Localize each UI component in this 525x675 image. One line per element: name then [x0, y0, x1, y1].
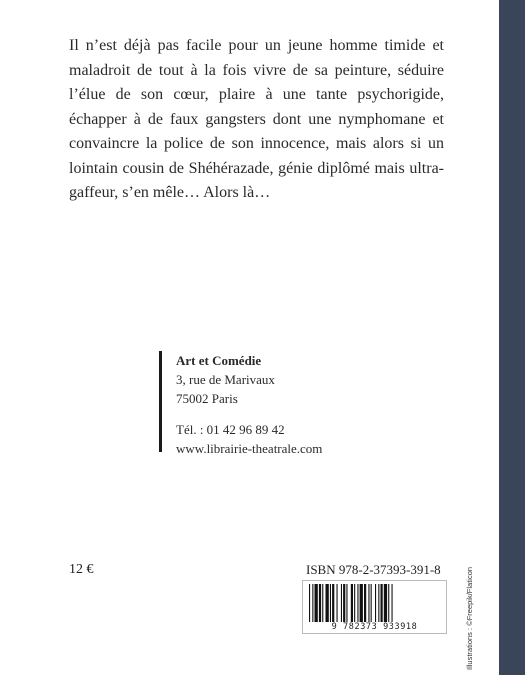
- barcode-bar: [332, 584, 334, 622]
- barcode-bar: [312, 584, 313, 622]
- publisher-block: [159, 351, 323, 456]
- barcode-bar: [392, 584, 393, 622]
- barcode-bar: [315, 584, 318, 622]
- publisher-address-city: 75002 Paris: [176, 391, 238, 406]
- barcode-bar: [388, 584, 389, 622]
- barcode-bar: [371, 584, 372, 622]
- barcode-bar: [309, 584, 310, 622]
- barcode-bar: [357, 584, 358, 622]
- barcode-bar: [326, 584, 329, 622]
- publisher-website: www.librairie-theatrale.com: [176, 441, 323, 456]
- price: 12 €: [69, 562, 94, 577]
- barcode-bar: [322, 584, 323, 622]
- publisher-name: Art et Comédie: [176, 353, 262, 368]
- barcode-bar: [378, 584, 379, 622]
- barcode-bar: [381, 584, 383, 622]
- publisher-phone: Tél. : 01 42 96 89 42: [176, 422, 285, 437]
- barcode-bar: [375, 584, 376, 622]
- barcode-bar: [364, 584, 366, 622]
- barcode-bar: [351, 584, 353, 622]
- barcode: [302, 580, 447, 634]
- barcode-bar: [368, 584, 369, 622]
- barcode-bar: [360, 584, 363, 622]
- barcode-digits: 9 782373 933918: [307, 622, 442, 633]
- illustration-credit: Illustrations : ©Freepik/Flaticon: [465, 566, 474, 670]
- barcode-bar: [343, 584, 345, 622]
- barcode-bar: [384, 584, 387, 622]
- barcode-bar: [319, 584, 321, 622]
- barcode-bar: [330, 584, 331, 622]
- publisher-address-street: 3, rue de Marivaux: [176, 372, 275, 387]
- back-cover-blurb: Il n’est déjà pas facile pour un jeune homme timide et maladroit de tout à la fois vivre de sa peinture, séduire l’élue de son cœur, plaire à une tante psychorigide, échapper à de faux gangsters dont une nymphomane et convaincre la police de son innocence, mais alors si un lointain cousin de Shéhérazade, génie diplômé mais ultra-gaffeur, s’en mêle… Alors là…: [69, 37, 444, 201]
- isbn: ISBN 978-2-37393-391-8: [306, 562, 441, 577]
- barcode-bar: [337, 584, 338, 622]
- spine-strip: [499, 0, 525, 675]
- barcode-bar: [341, 584, 342, 622]
- publisher-spacer: [176, 408, 322, 420]
- barcode-bar: [354, 584, 355, 622]
- barcode-bars: [303, 581, 446, 623]
- barcode-bar: [346, 584, 347, 622]
